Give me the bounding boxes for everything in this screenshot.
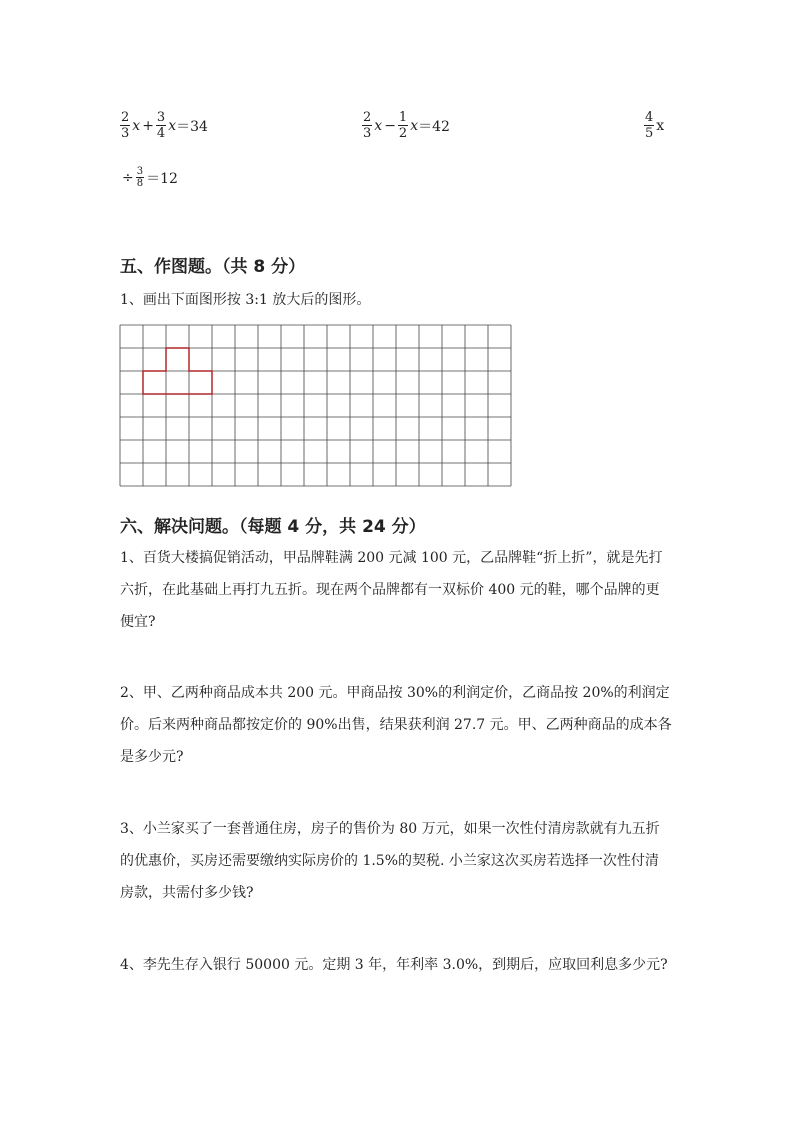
section-5-question-1: 1、画出下面图形按 3:1 放大后的图形。 [120, 292, 371, 308]
section-5-title: 五、作图题。（共 8 分） [120, 257, 306, 277]
section-6-question-1: 1、百货大楼搞促销活动，甲品牌鞋满 200 元减 100 元，乙品牌鞋“折上折”，就是先打六折，在此基础上再打九五折。现在两个品牌都有一双标价 400 元的鞋，哪个品牌的更便宜? [120, 550, 663, 630]
equation-1: $\frac{2}{3}$ x + $\frac{3}{4}$ x ＝34 [121, 110, 208, 141]
fraction: $\frac{2}{3}$ [121, 110, 130, 141]
drawing-grid [119, 324, 512, 492]
fraction: $\frac{4}{5}$ [645, 110, 654, 141]
section-6-question-4: 4、李先生存入银行 50000 元。定期 3 年，年利率 3.0%，到期后，应取回利息多少元? [120, 957, 668, 973]
fraction: $\frac{3}{8}$ [136, 166, 144, 189]
fraction: $\frac{3}{4}$ [156, 110, 166, 141]
section-6-question-3: 3、小兰家买了一套普通住房，房子的售价为 80 万元，如果一次性付清房款就有九五折的优惠价，买房还需要缴纳实际房价的 1.5%的契税. 小兰家这次买房若选择一次性付清房款，共需付多少钱? [120, 821, 660, 901]
section-6-title: 六、解决问题。（每题 4 分，共 24 分） [120, 517, 426, 537]
fraction: $\frac{2}{3}$ [363, 110, 372, 141]
equation-2: $\frac{2}{3}$ x − $\frac{1}{2}$ x ＝42 [363, 110, 450, 141]
grid-lines [120, 325, 511, 486]
section-6-question-2: 2、甲、乙两种商品成本共 200 元。甲商品按 30%的利润定价，乙商品按 20%的利润定价。后来两种商品都按定价的 90%出售，结果获利润 27.7 元。甲、乙两种商品的成本各是多少元? [120, 685, 672, 765]
equation-3-part1: $\frac{4}{5}$ x [645, 110, 665, 141]
fraction: $\frac{1}{2}$ [398, 110, 408, 141]
equation-3-part2: ÷ $\frac{3}{8}$ ＝12 [122, 166, 178, 189]
